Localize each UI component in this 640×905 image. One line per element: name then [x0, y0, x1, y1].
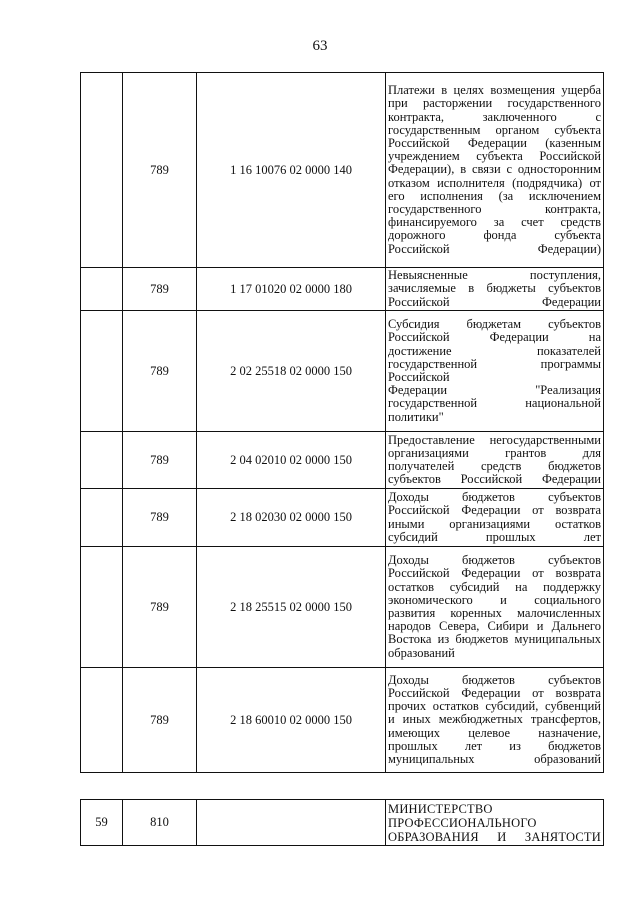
- page-number: 63: [312, 38, 328, 54]
- table-row: [81, 800, 604, 846]
- description-line: иными организациями остатков: [388, 516, 601, 531]
- admin-code-cell: 789: [123, 311, 197, 432]
- codes-table: [80, 72, 604, 773]
- description-line: образований: [388, 645, 455, 660]
- description-line: Российской Федерации (казенным: [388, 135, 601, 150]
- table-row: [81, 432, 604, 489]
- description-line: организациями грантов для: [388, 445, 601, 460]
- description-line: муниципальных образований: [388, 752, 601, 766]
- description-cell: [386, 489, 604, 547]
- description-line: МИНИСТЕРСТВО: [388, 801, 493, 816]
- description-line: субсидий прошлых лет: [388, 529, 601, 544]
- description-line: финансируемого за счет средств: [388, 215, 601, 230]
- row-number-cell: [81, 73, 123, 268]
- description-line: Предоставление негосударственными: [388, 432, 601, 447]
- description-cell: [386, 668, 604, 773]
- admin-code-cell: 789: [123, 73, 197, 268]
- kbk-code-cell: 2 02 25518 02 0000 150: [197, 311, 386, 432]
- description-line: развития коренных малочисленных: [388, 606, 601, 620]
- row-number-cell: [81, 489, 123, 547]
- kbk-code-cell: 2 18 02030 02 0000 150: [197, 489, 386, 547]
- description-line: государственной программы: [388, 356, 601, 371]
- description-line: Российской: [388, 370, 450, 384]
- description-line: Российской Федерации: [388, 294, 601, 309]
- description-line: субъектов Российской Федерации: [388, 472, 601, 487]
- description-line: Федерации), в связи с односторонним: [388, 162, 601, 177]
- description-line: дорожного фонда субъекта: [388, 228, 601, 243]
- kbk-code-cell: 1 17 01020 02 0000 180: [197, 268, 386, 311]
- admin-code-cell: 789: [123, 547, 197, 668]
- table-row: [81, 489, 604, 547]
- row-number-cell: [81, 311, 123, 432]
- description-line: ПРОФЕССИОНАЛЬНОГО: [388, 815, 537, 830]
- description-line: государственным органом субъекта: [388, 122, 601, 137]
- description-line: Российской Федерации на: [388, 330, 601, 345]
- description-line: народов Севера, Сибири и Дальнего: [388, 619, 601, 634]
- description-line: и иных межбюджетных трансфертов,: [388, 712, 601, 727]
- row-number-cell: [81, 432, 123, 489]
- description-line: Субсидия бюджетам субъектов: [388, 317, 601, 332]
- admin-code-cell: 789: [123, 489, 197, 547]
- description-line: Российской Федерации от возврата: [388, 566, 601, 581]
- description-line: контракта, заключенного с: [388, 109, 601, 124]
- admin-code-cell: 789: [123, 268, 197, 311]
- row-number-cell: [81, 268, 123, 311]
- table-row: [81, 668, 604, 773]
- table-row: [81, 547, 604, 668]
- admin-code-cell: 789: [123, 432, 197, 489]
- kbk-code-cell: 2 04 02010 02 0000 150: [197, 432, 386, 489]
- description-line: Доходы бюджетов субъектов: [388, 553, 601, 568]
- row-number-cell: [81, 547, 123, 668]
- description-cell: [386, 268, 604, 311]
- table-row: [81, 268, 604, 311]
- kbk-code-cell: [197, 800, 386, 846]
- description-line: прошлых лет из бюджетов: [388, 738, 601, 753]
- description-line: ОБРАЗОВАНИЯ И ЗАНЯТОСТИ: [388, 829, 601, 844]
- description-line: Доходы бюджетов субъектов: [388, 490, 601, 505]
- admin-code-cell: 789: [123, 668, 197, 773]
- description-line: имеющих целевое назначение,: [388, 725, 601, 740]
- description-line: получателей средств бюджетов: [388, 459, 601, 473]
- description-line: Востока из бюджетов муниципальных: [388, 632, 601, 647]
- row-number-cell: [81, 668, 123, 773]
- description-line: Невыясненные поступления,: [388, 268, 601, 283]
- ministry-table: [80, 799, 604, 846]
- table-row: [81, 311, 604, 432]
- description-line: государственного контракта,: [388, 202, 601, 216]
- description-line: учреждением субъекта Российской: [388, 149, 601, 164]
- description-line: отказом исполнителя (подрядчика) от: [388, 175, 601, 190]
- description-line: Российской Федерации): [388, 241, 601, 256]
- description-line: Российской Федерации от возврата: [388, 503, 601, 518]
- kbk-code-cell: 2 18 25515 02 0000 150: [197, 547, 386, 668]
- admin-code-cell: 810: [123, 800, 197, 846]
- kbk-code-cell: 1 16 10076 02 0000 140: [197, 73, 386, 268]
- description-cell: [386, 432, 604, 489]
- description-line: его исполнения (за исключением: [388, 188, 601, 203]
- description-line: экономического и социального: [388, 592, 601, 607]
- description-line: зачисляемые в бюджеты субъектов: [388, 281, 601, 296]
- description-line: при расторжении государственного: [388, 96, 601, 111]
- description-cell: [386, 800, 604, 846]
- row-number-cell: 59: [81, 800, 123, 846]
- description-line: Федерации "Реализация: [388, 383, 601, 398]
- description-line: Доходы бюджетов субъектов: [388, 672, 601, 687]
- description-line: достижение показателей: [388, 343, 601, 358]
- description-line: Российской Федерации от возврата: [388, 685, 601, 700]
- description-line: прочих остатков субсидий, субвенций: [388, 699, 601, 714]
- description-cell: [386, 311, 604, 432]
- description-cell: [386, 73, 604, 268]
- description-line: государственной национальной: [388, 396, 601, 411]
- description-line: Платежи в целях возмещения ущерба: [388, 83, 601, 98]
- table-row: [81, 73, 604, 268]
- description-cell: [386, 547, 604, 668]
- kbk-code-cell: 2 18 60010 02 0000 150: [197, 668, 386, 773]
- description-line: политики": [388, 409, 444, 424]
- description-line: остатков субсидий на поддержку: [388, 579, 601, 594]
